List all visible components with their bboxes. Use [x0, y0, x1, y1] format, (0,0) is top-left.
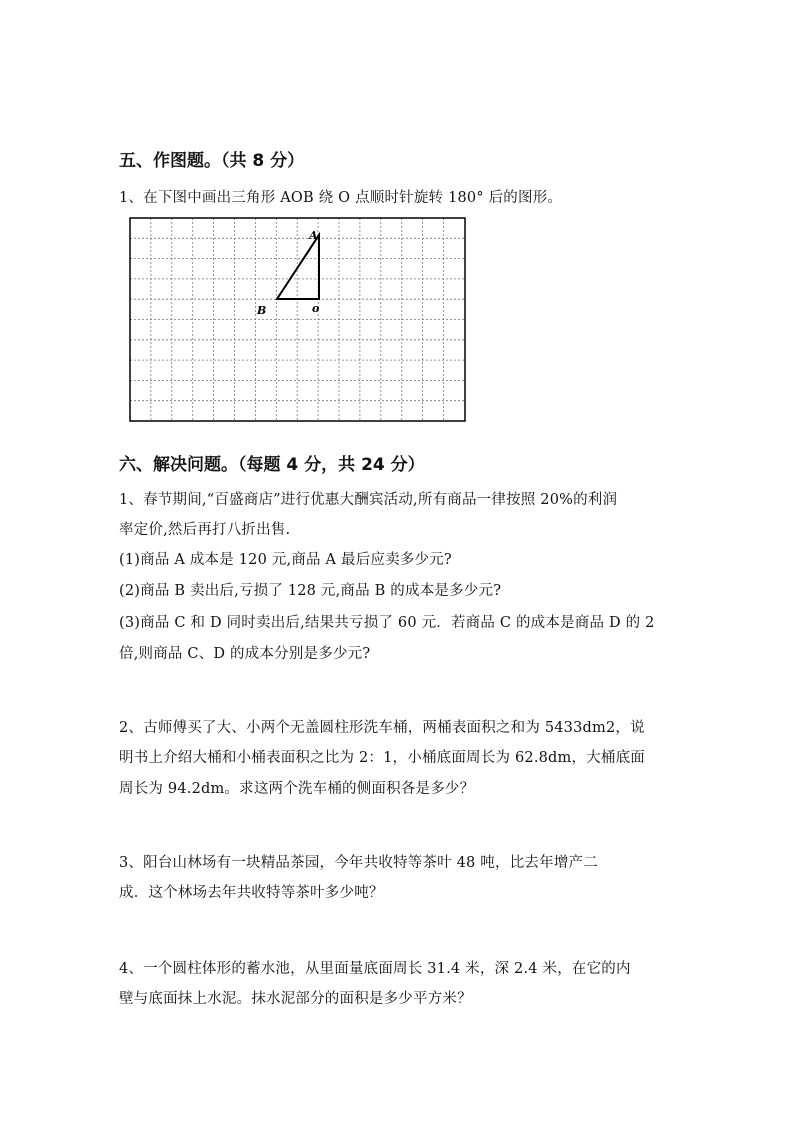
question-text: 明书上介绍大桶和小桶表面积之比为 2：1，小桶底面周长为 62.8dm，大桶底面: [119, 750, 645, 766]
question-text: 1、在下图中画出三角形 AOB 绕 O 点顺时针旋转 180° 后的图形。: [119, 190, 563, 206]
section-heading-drawing: 五、作图题。（共 8 分）: [119, 151, 305, 171]
question-text: 1、春节期间,“百盛商店”进行优惠大酬宾活动,所有商品一律按照 20%的利润: [119, 492, 618, 508]
question-text: 倍,则商品 C、D 的成本分别是多少元?: [119, 646, 371, 662]
point-b-label: B: [257, 304, 267, 317]
question-text: (1)商品 A 成本是 120 元,商品 A 最后应卖多少元?: [119, 552, 452, 568]
question-text: 壁与底面抹上水泥。抹水泥部分的面积是多少平方米？: [119, 991, 472, 1007]
rotation-grid-figure: [129, 217, 467, 424]
question-text: 4、一个圆柱体形的蓄水池，从里面量底面周长 31.4 米，深 2.4 米，在它的内: [119, 961, 631, 977]
question-text: 3、阳台山林场有一块精品茶园，今年共收特等茶叶 48 吨，比去年增产二: [119, 855, 598, 871]
question-text: 周长为 94.2dm。求这两个洗车桶的侧面积各是多少？: [119, 781, 475, 797]
point-a-label: A: [309, 229, 318, 242]
question-text: (3)商品 C 和 D 同时卖出后,结果共亏损了 60 元．若商品 C 的成本是商品 D 的 2: [119, 615, 655, 631]
triangle-aob: [277, 235, 319, 299]
question-text: 率定价,然后再打八折出售.: [119, 522, 291, 538]
point-o-label: o: [312, 302, 320, 315]
section-heading-problems: 六、解决问题。（每题 4 分，共 24 分）: [119, 455, 425, 475]
question-text: 成．这个林场去年共收特等茶叶多少吨？: [119, 885, 384, 901]
question-text: (2)商品 B 卖出后,亏损了 128 元,商品 B 的成本是多少元?: [119, 583, 502, 599]
question-text: 2、古师傅买了大、小两个无盖圆柱形洗车桶，两桶表面积之和为 5433dm2，说: [119, 720, 645, 736]
